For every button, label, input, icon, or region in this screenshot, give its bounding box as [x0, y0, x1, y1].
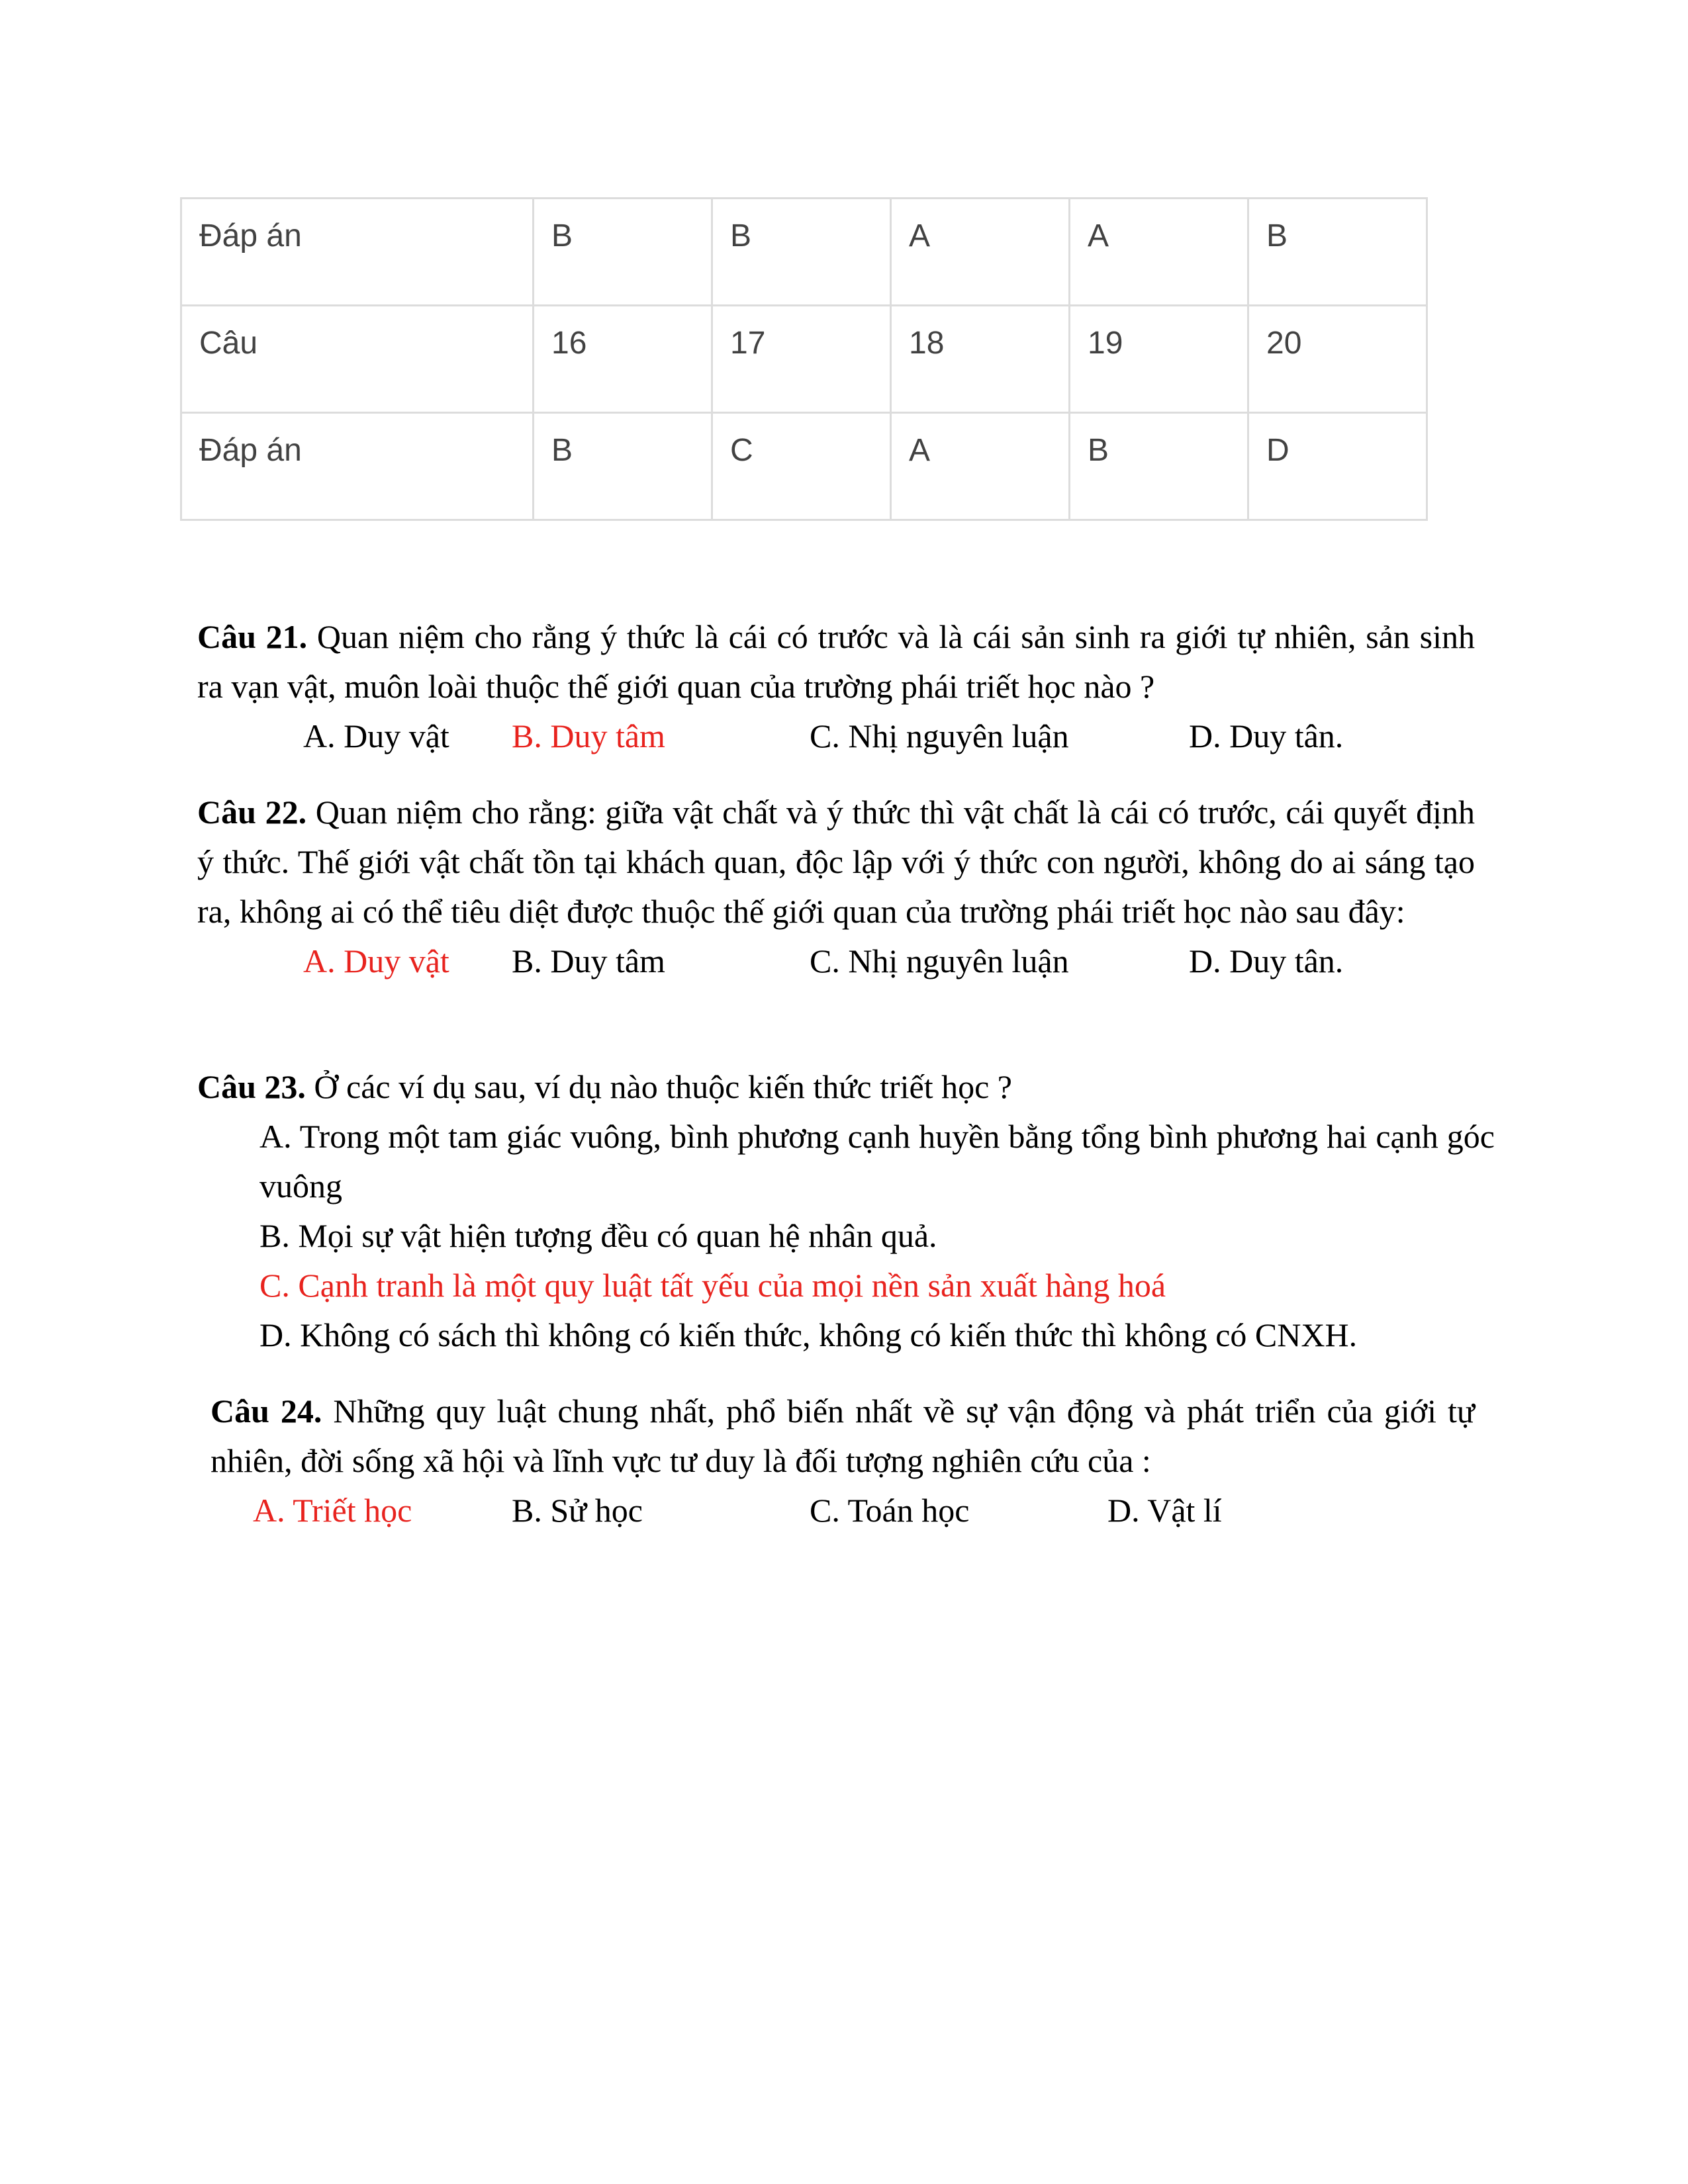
option-b: B. Duy tâm [512, 942, 665, 979]
table-cell: B [534, 199, 712, 306]
question-stem: Câu 23. Ở các ví dụ sau, ví dụ nào thuộc kiến thức triết học ? [197, 1068, 1012, 1105]
options-row [211, 1486, 1475, 1535]
option-c: C. Nhị nguyên luận [810, 717, 1069, 754]
option-d: D. Duy tân. [1189, 942, 1344, 979]
option-a-correct: A. Triết học [253, 1492, 412, 1529]
table-cell: B [1248, 199, 1427, 306]
option-c: C. Toán học [810, 1492, 970, 1529]
question-stem: Câu 21. Quan niệm cho rằng ý thức là cái có trước và là cái sản sinh ra giới tự nhiên, sản sinh ra vạn vật, muôn loài thuộc thế giới quan của trường phái triết học nào ? [197, 618, 1475, 705]
table-cell: 19 [1070, 306, 1248, 413]
table-cell: A [891, 413, 1070, 520]
option-b: B. Mọi sự vật hiện tượng đều có quan hệ nhân quả. [259, 1217, 937, 1254]
options-row [197, 936, 1475, 986]
question-21 [197, 612, 1475, 761]
table-cell: B [712, 199, 891, 306]
option-d: D. Vật lí [1107, 1492, 1222, 1529]
question-23 [197, 1062, 1495, 1360]
table-cell: Đáp án [181, 199, 534, 306]
question-number: Câu 23. [197, 1068, 306, 1105]
answer-table [180, 197, 1428, 521]
option-b: B. Sử học [512, 1492, 643, 1529]
table-cell: A [1070, 199, 1248, 306]
option-d: D. Duy tân. [1189, 717, 1344, 754]
option-d: D. Không có sách thì không có kiến thức, không có kiến thức thì không có CNXH. [259, 1316, 1358, 1353]
table-cell: 20 [1248, 306, 1427, 413]
table-cell: D [1248, 413, 1427, 520]
table-cell: B [1070, 413, 1248, 520]
option-a: A. Trong một tam giác vuông, bình phương cạnh huyền bằng tổng bình phương hai cạnh góc vuông [259, 1118, 1495, 1205]
table-cell: 18 [891, 306, 1070, 413]
option-a-correct: A. Duy vật [303, 942, 449, 979]
table-cell: A [891, 199, 1070, 306]
question-number: Câu 22. [197, 794, 307, 831]
table-cell: Đáp án [181, 413, 534, 520]
options-row [197, 711, 1475, 761]
question-number: Câu 21. [197, 618, 308, 655]
table-row [181, 306, 1427, 413]
table-cell: B [534, 413, 712, 520]
question-22 [197, 788, 1475, 986]
table-cell: 16 [534, 306, 712, 413]
question-24 [211, 1387, 1475, 1535]
table-cell: 17 [712, 306, 891, 413]
table-cell: Câu [181, 306, 534, 413]
question-stem: Câu 22. Quan niệm cho rằng: giữa vật chất và ý thức thì vật chất là cái có trước, cái quyết định ý thức. Thế giới vật chất tồn tại khách quan, độc lập với ý thức con người, không do ai sáng tạo ra, không ai có thể tiêu diệt được thuộc thế giới quan của trường phái triết học nào sau đây: [197, 794, 1475, 930]
option-a: A. Duy vật [303, 717, 449, 754]
question-number: Câu 24. [211, 1392, 322, 1430]
table-cell: C [712, 413, 891, 520]
option-c-correct: C. Cạnh tranh là một quy luật tất yếu của mọi nền sản xuất hàng hoá [259, 1267, 1166, 1304]
table-row [181, 199, 1427, 306]
option-b-correct: B. Duy tâm [512, 717, 665, 754]
table-row [181, 413, 1427, 520]
option-c: C. Nhị nguyên luận [810, 942, 1069, 979]
question-stem: Câu 24. Những quy luật chung nhất, phổ biến nhất về sự vận động và phát triển của giới tự nhiên, đời sống xã hội và lĩnh vực tư duy là đối tượng nghiên cứu của : [211, 1392, 1476, 1479]
